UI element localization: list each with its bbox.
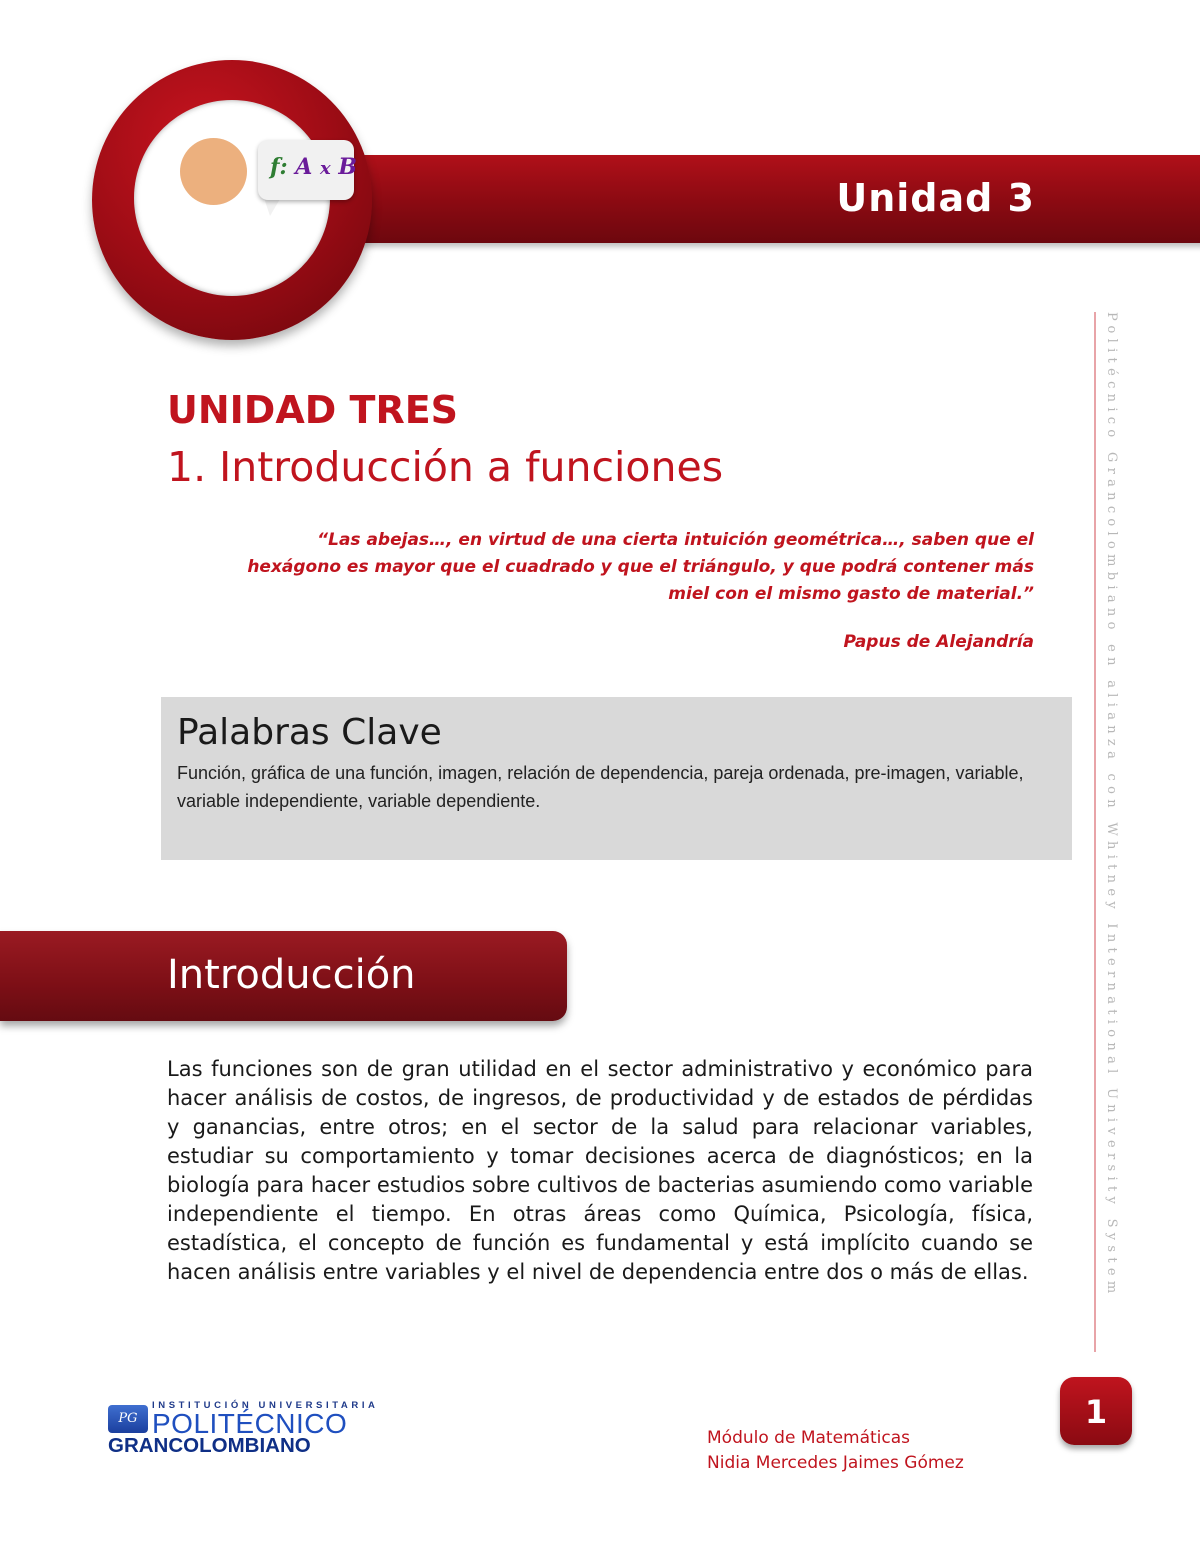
logo-bottom-text: GRANCOLOMBIANO bbox=[108, 1434, 311, 1457]
epigraph-quote: “Las abejas…, en virtud de una cierta intuición geométrica…, saben que el hexágono es mayor que el cuadrado y que el triángulo, y que podrá contener más miel con el mismo gasto de material.” bbox=[247, 530, 1034, 604]
formula-f: f: bbox=[270, 154, 288, 180]
keywords-text: Función, gráfica de una función, imagen, relación de dependencia, pareja ordenada, pre-imagen, variable, variable independiente, variable dependiente. bbox=[177, 763, 1024, 811]
unit-label: Unidad 3 bbox=[836, 176, 1035, 220]
unit-title: UNIDAD TRES bbox=[167, 388, 459, 432]
header-band bbox=[290, 155, 1200, 243]
side-institution-text: Politécnico Grancolombiano en alianza con Whitney International University System bbox=[1104, 312, 1119, 1299]
formula-x: x bbox=[320, 158, 331, 179]
logo-mid-text: POLITÉCNICO bbox=[152, 1408, 348, 1439]
institution-logo-emblem-icon: PG bbox=[108, 1405, 148, 1433]
section-title: 1. Introducción a funciones bbox=[167, 443, 724, 491]
formula-b: B bbox=[338, 154, 358, 180]
epigraph-author: Papus de Alejandría bbox=[843, 632, 1034, 652]
logo-top-text: INSTITUCIÓN UNIVERSITARIA bbox=[152, 1400, 379, 1411]
keywords-title: Palabras Clave bbox=[177, 712, 442, 753]
formula-a: A bbox=[295, 154, 313, 180]
footer-credits bbox=[707, 1426, 964, 1476]
orange-circle-icon bbox=[180, 138, 247, 205]
intro-title: Introducción bbox=[167, 952, 416, 998]
footer-author: Nidia Mercedes Jaimes Gómez bbox=[707, 1453, 964, 1473]
footer-module-name: Módulo de Matemáticas bbox=[707, 1428, 911, 1448]
side-rule bbox=[1094, 312, 1096, 1352]
page-number: 1 bbox=[1084, 1393, 1108, 1431]
intro-paragraph: Las funciones son de gran utilidad en el sector administrativo y económico para hacer análisis de costos, de ingresos, de productividad y de estados de pérdidas y ganancias, entre otros; en el sector de la salud para relacionar variables, estudiar su comportamiento y tomar decisiones acerca de diagnósticos; en la biología para hacer estudios sobre cultivos de bacterias asumiendo como variable independiente el tiempo. En otras áreas como Química, Psicología, física, estadística, el concepto de función es fundamental y está implícito cuando se hacen análisis entre variables y el nivel de dependencia entre dos o más de ellas. bbox=[167, 1057, 1033, 1284]
formula-label bbox=[270, 154, 357, 180]
